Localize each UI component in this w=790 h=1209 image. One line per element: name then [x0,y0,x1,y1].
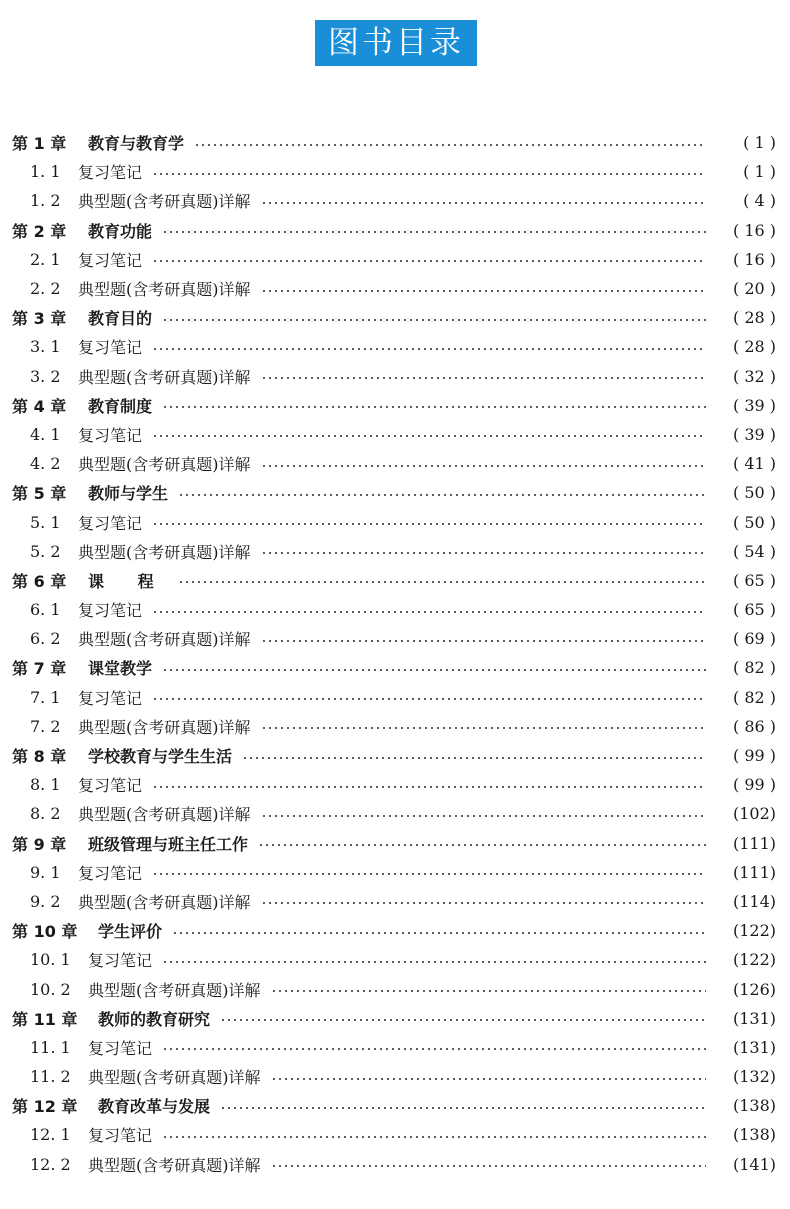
toc-entry-title: 典型题(含考研真题)详解 [88,980,261,1000]
toc-entry-label [0,1007,210,1030]
toc-entry-title: 典型题(含考研真题)详解 [78,717,251,737]
toc-entry-number: 9. 1 [30,862,61,882]
toc-entry-label [0,1153,261,1176]
toc-entry-number: 第 1 章 [12,134,67,154]
dot-leader [261,377,707,379]
toc-entry-number: 11. 1 [30,1037,71,1057]
toc-entry-number: 第 3 章 [12,309,67,329]
toc-entry-label [0,802,251,825]
toc-page-number: (122) [732,921,776,941]
toc-entry-label [0,540,251,563]
toc-page-number: (141) [732,1154,776,1174]
toc-entry-title: 教育目的 [88,309,153,329]
toc-page-number: (111) [732,833,776,853]
toc-section-row[interactable] [0,274,790,303]
dot-leader [152,873,706,875]
toc-entry-label [0,861,142,884]
toc-chapter-row[interactable] [0,128,790,157]
toc-entry-title: 典型题(含考研真题)详解 [78,892,251,912]
toc-section-row[interactable] [0,624,790,653]
toc-entry-label [0,335,142,358]
toc-page-number: (138) [732,1096,776,1116]
dot-leader [261,640,707,642]
toc-entry-number: 第 12 章 [12,1097,78,1117]
toc-entry-number: 10. 1 [30,950,71,970]
dot-leader [261,202,707,204]
toc-entry-title: 复习笔记 [78,163,143,183]
toc-page-number: ( 99 ) [732,775,776,795]
toc-section-row[interactable] [0,1033,790,1062]
toc-entry-number: 第 8 章 [12,747,67,767]
toc-entry-label [0,423,142,446]
toc-chapter-row[interactable] [0,566,790,595]
toc-section-row[interactable] [0,245,790,274]
dot-leader [178,494,706,496]
dot-leader [220,1107,706,1109]
dot-leader [162,319,706,321]
toc-entry-label [0,1036,152,1059]
toc-page-number: ( 28 ) [732,308,776,328]
dot-leader [152,611,706,613]
dot-leader [152,698,706,700]
toc-page-number: (138) [732,1125,776,1145]
toc-page-number: (132) [732,1067,776,1087]
title-banner [0,20,790,66]
toc-entry-number: 第 9 章 [12,834,67,854]
toc-section-row[interactable] [0,1062,790,1091]
toc-entry-title: 教育制度 [88,396,153,416]
toc-chapter-row[interactable] [0,653,790,682]
toc-entry-label [0,919,162,942]
toc-entry-label [0,656,152,679]
table-of-contents [0,128,790,1179]
toc-entry-title: 典型题(含考研真题)详解 [78,630,251,650]
toc-entry-label [0,365,251,388]
toc-entry-label [0,160,142,183]
toc-entry-label [0,394,152,417]
toc-page-number: ( 16 ) [732,220,776,240]
toc-section-row[interactable] [0,186,790,215]
toc-page-number: ( 4 ) [743,191,776,211]
toc-chapter-row[interactable] [0,1004,790,1033]
toc-entry-number: 9. 2 [30,891,61,911]
toc-entry-title: 班级管理与班主任工作 [88,834,249,854]
toc-entry-title: 典型题(含考研真题)详解 [88,1155,261,1175]
dot-leader [162,1136,706,1138]
toc-page-number: ( 39 ) [732,395,776,415]
toc-page-number: ( 1 ) [743,133,776,153]
toc-entry-title: 复习笔记 [78,250,143,270]
toc-page-number: ( 50 ) [732,483,776,503]
toc-entry-number: 第 11 章 [12,1009,78,1029]
dot-leader [220,1019,706,1021]
toc-section-row[interactable] [0,683,790,712]
toc-page-number: (131) [732,1008,776,1028]
toc-entry-number: 10. 2 [30,979,71,999]
toc-entry-number: 8. 1 [30,775,61,795]
toc-page-number: ( 69 ) [732,629,776,649]
toc-section-row[interactable] [0,1120,790,1149]
toc-entry-title: 复习笔记 [78,688,143,708]
dot-leader [261,290,707,292]
toc-entry-title: 复习笔记 [78,776,143,796]
toc-chapter-row[interactable] [0,478,790,507]
toc-page-number: (114) [732,891,776,911]
toc-page-number: (126) [732,979,776,999]
toc-section-row[interactable] [0,507,790,536]
toc-entry-title: 复习笔记 [78,338,143,358]
toc-entry-title: 教育功能 [88,221,153,241]
toc-entry-title: 复习笔记 [88,1038,153,1058]
toc-page-number: ( 82 ) [732,658,776,678]
toc-entry-title: 教育改革与发展 [98,1097,211,1117]
toc-page-number: ( 54 ) [732,541,776,561]
toc-entry-label [0,511,142,534]
page-title: 图书目录 [315,20,477,66]
toc-chapter-row[interactable] [0,1091,790,1120]
toc-entry-title: 典型题(含考研真题)详解 [78,280,251,300]
toc-entry-number: 第 6 章 [12,571,67,591]
toc-entry-title: 典型题(含考研真题)详解 [78,542,251,562]
toc-entry-number: 第 7 章 [12,659,67,679]
toc-entry-number: 1. 2 [30,191,61,211]
toc-page-number: ( 20 ) [732,279,776,299]
toc-section-row[interactable] [0,537,790,566]
toc-page-number: ( 86 ) [732,716,776,736]
dot-leader [271,990,707,992]
toc-entry-label [0,598,142,621]
toc-entry-label [0,715,251,738]
dot-leader [242,757,706,759]
toc-chapter-row[interactable] [0,303,790,332]
toc-entry-label [0,248,142,271]
toc-page-number: ( 39 ) [732,424,776,444]
toc-entry-label [0,1065,261,1088]
toc-entry-number: 2. 2 [30,279,61,299]
toc-section-row[interactable] [0,449,790,478]
dot-leader [261,727,707,729]
toc-chapter-row[interactable] [0,391,790,420]
dot-leader [194,144,706,146]
toc-chapter-row[interactable] [0,216,790,245]
dot-leader [178,581,706,583]
toc-entry-number: 第 5 章 [12,484,67,504]
dot-leader [258,844,706,846]
toc-section-row[interactable] [0,712,790,741]
toc-entry-title: 典型题(含考研真题)详解 [78,805,251,825]
toc-entry-number: 7. 2 [30,716,61,736]
toc-section-row[interactable] [0,1150,790,1179]
toc-page-number: ( 50 ) [732,512,776,532]
toc-entry-title: 学校教育与学生生活 [88,747,233,767]
dot-leader [152,173,706,175]
toc-entry-label [0,306,152,329]
toc-entry-number: 12. 1 [30,1125,71,1145]
toc-page-number: (102) [732,804,776,824]
dot-leader [261,815,707,817]
toc-entry-number: 第 10 章 [12,922,78,942]
dot-leader [152,523,706,525]
toc-entry-label [0,131,184,154]
dot-leader [261,465,707,467]
toc-entry-label [0,277,251,300]
toc-section-row[interactable] [0,595,790,624]
toc-section-row[interactable] [0,157,790,186]
toc-entry-label [0,219,152,242]
toc-section-row[interactable] [0,887,790,916]
toc-entry-title: 典型题(含考研真题)详解 [78,455,251,475]
toc-entry-label [0,627,251,650]
dot-leader [261,552,707,554]
toc-entry-number: 12. 2 [30,1154,71,1174]
toc-entry-number: 6. 2 [30,629,61,649]
toc-entry-number: 3. 2 [30,366,61,386]
toc-entry-label [0,773,142,796]
dot-leader [271,1078,707,1080]
toc-section-row[interactable] [0,945,790,974]
toc-section-row[interactable] [0,332,790,361]
dot-leader [162,406,706,408]
toc-entry-title: 复习笔记 [78,601,143,621]
toc-entry-title: 复习笔记 [78,425,143,445]
toc-page-number: ( 16 ) [732,249,776,269]
toc-entry-label [0,890,251,913]
toc-entry-title: 复习笔记 [78,863,143,883]
toc-entry-title: 复习笔记 [88,951,153,971]
toc-entry-title: 教育与教育学 [88,134,185,154]
toc-entry-number: 第 2 章 [12,221,67,241]
toc-entry-number: 3. 1 [30,337,61,357]
dot-leader [152,435,706,437]
toc-entry-title: 典型题(含考研真题)详解 [78,192,251,212]
toc-page-number: ( 28 ) [732,337,776,357]
toc-page-number: ( 65 ) [732,570,776,590]
toc-entry-number: 4. 2 [30,454,61,474]
toc-section-row[interactable] [0,974,790,1003]
toc-section-row[interactable] [0,420,790,449]
toc-page-number: ( 32 ) [732,366,776,386]
toc-page-number: ( 82 ) [732,687,776,707]
toc-entry-label [0,832,248,855]
toc-section-row[interactable] [0,858,790,887]
dot-leader [172,932,706,934]
toc-entry-title: 课堂教学 [88,659,153,679]
toc-chapter-row[interactable] [0,829,790,858]
toc-entry-title: 典型题(含考研真题)详解 [88,1068,261,1088]
toc-entry-title: 学生评价 [98,922,163,942]
toc-entry-label [0,1123,152,1146]
dot-leader [162,669,706,671]
dot-leader [261,902,707,904]
toc-entry-label [0,189,251,212]
dot-leader [162,961,706,963]
toc-entry-label [0,481,168,504]
toc-section-row[interactable] [0,362,790,391]
toc-entry-number: 6. 1 [30,600,61,620]
toc-entry-number: 2. 1 [30,249,61,269]
toc-page-number: ( 41 ) [732,454,776,474]
toc-page-number: ( 1 ) [743,162,776,182]
toc-entry-title: 课 程 [88,571,168,591]
toc-entry-label [0,1094,210,1117]
toc-page-number: (122) [732,950,776,970]
dot-leader [162,1048,706,1050]
toc-entry-number: 5. 1 [30,512,61,532]
toc-entry-number: 5. 2 [30,541,61,561]
toc-page-number: ( 99 ) [732,746,776,766]
dot-leader [152,786,706,788]
dot-leader [152,260,706,262]
toc-entry-label [0,686,142,709]
toc-entry-title: 复习笔记 [88,1126,153,1146]
toc-entry-number: 第 4 章 [12,396,67,416]
toc-entry-number: 8. 2 [30,804,61,824]
toc-entry-label [0,452,251,475]
toc-entry-label [0,744,232,767]
toc-entry-title: 复习笔记 [78,513,143,533]
dot-leader [152,348,706,350]
toc-entry-title: 典型题(含考研真题)详解 [78,367,251,387]
toc-section-row[interactable] [0,799,790,828]
toc-chapter-row[interactable] [0,741,790,770]
toc-entry-number: 11. 2 [30,1067,71,1087]
dot-leader [271,1165,707,1167]
toc-entry-label [0,978,261,1001]
toc-entry-number: 1. 1 [30,162,61,182]
toc-entry-label [0,948,152,971]
toc-entry-number: 4. 1 [30,424,61,444]
toc-page-number: (131) [732,1037,776,1057]
toc-chapter-row[interactable] [0,916,790,945]
toc-page-number: (111) [732,862,776,882]
toc-section-row[interactable] [0,770,790,799]
toc-entry-title: 教师的教育研究 [98,1009,211,1029]
toc-entry-title: 教师与学生 [88,484,169,504]
dot-leader [162,231,706,233]
toc-entry-number: 7. 1 [30,687,61,707]
toc-entry-label [0,569,168,592]
toc-page-number: ( 65 ) [732,600,776,620]
